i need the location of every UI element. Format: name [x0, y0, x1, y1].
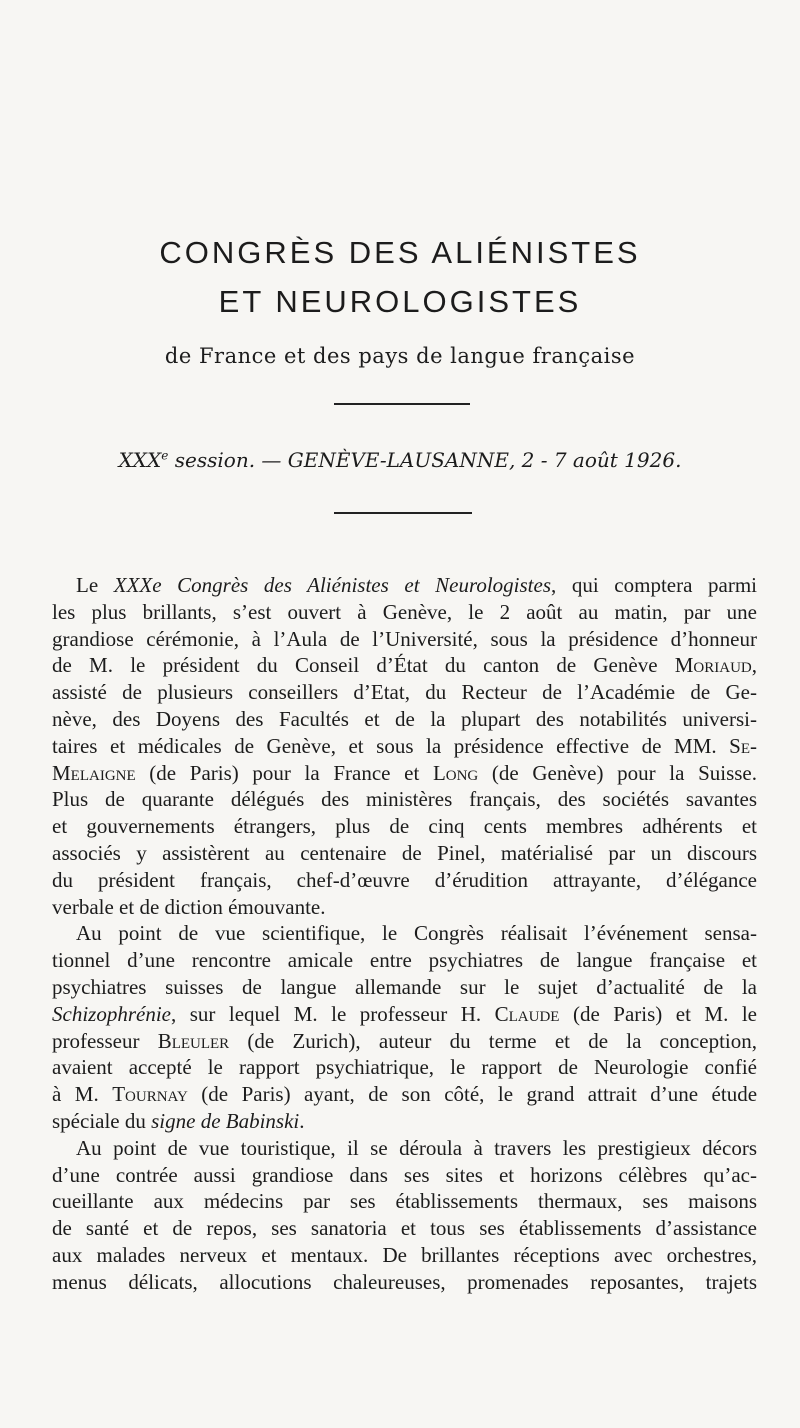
text-line: grandiose cérémonie, à l’Aula de l’Université, sous la présidence d’honneur	[52, 626, 757, 651]
text-line: Melaigne (de Paris) pour la France et Long (de Genève) pour la Suisse.	[52, 760, 758, 785]
text-line: de santé et de repos, ses sanatoria et tous ses établissements d’assistance	[52, 1216, 757, 1241]
text-line: aux malades nerveux et mentaux. De brillantes réceptions avec orchestres,	[52, 1242, 757, 1267]
paragraph-2	[52, 920, 757, 1134]
text-line: menus délicats, allocutions chaleureuses, promenades reposantes, trajets	[52, 1269, 757, 1294]
title-line-1: CONGRÈS DES ALIÉNISTES	[159, 235, 641, 270]
session-label: session. — GENÈVE-LAUSANNE, 2 - 7 août 1926.	[168, 448, 682, 472]
text-line: spéciale du signe de Babinski.	[52, 1108, 305, 1133]
subtitle: de France et des pays de langue française	[164, 344, 636, 368]
text-line: Au point de vue scientifique, le Congrès réalisait l’événement sensa-	[76, 921, 757, 946]
text-line: et gouvernements étrangers, plus de cinq cents membres adhérents et	[52, 814, 757, 839]
divider-bottom	[334, 512, 472, 514]
paragraph-3	[52, 1135, 757, 1296]
text-line: du président français, chef-d’œuvre d’érudition attrayante, d’élégance	[52, 867, 757, 892]
text-line: à M. Tournay (de Paris) ayant, de son côté, le grand attrait d’une étude	[52, 1082, 758, 1107]
text-line: les plus brillants, s’est ouvert à Genève, le 2 août au matin, par une	[52, 599, 757, 624]
session-number-suffix: e	[161, 448, 169, 463]
text-line: verbale et de diction émouvante.	[52, 894, 326, 919]
text-line: nève, des Doyens des Facultés et de la plupart des notabilités universi-	[52, 706, 757, 731]
paragraph-1	[52, 572, 757, 920]
text-line: taires et médicales de Genève, et sous la présidence effective de MM. Se-	[52, 733, 757, 758]
text-line: Au point de vue touristique, il se déroula à travers les prestigieux décors	[76, 1135, 757, 1160]
text-line: cueillante aux médecins par ses établissements thermaux, ses maisons	[52, 1189, 757, 1214]
text-line: d’une contrée aussi grandiose dans ses sites et horizons célèbres qu’ac-	[52, 1162, 757, 1187]
title-line-2: ET NEUROLOGISTES	[218, 284, 582, 319]
text-line: associés y assistèrent au centenaire de Pinel, matérialisé par un discours	[52, 840, 757, 865]
text-line: assisté de plusieurs conseillers d’Etat, du Recteur de l’Académie de Ge-	[52, 680, 757, 705]
session-line	[0, 448, 800, 472]
session-number: XXX	[118, 448, 162, 472]
divider-top	[334, 403, 470, 405]
text-line: Schizophrénie, sur lequel M. le professeur H. Claude (de Paris) et M. le	[52, 1001, 757, 1026]
text-line: Plus de quarante délégués des ministères français, des sociétés savantes	[52, 787, 757, 812]
text-line: Le XXXe Congrès des Aliénistes et Neurologistes, qui comptera parmi	[76, 573, 757, 597]
article-body	[52, 572, 757, 1296]
text-line: professeur Bleuler (de Zurich), auteur du terme et de la conception,	[52, 1028, 757, 1053]
text-line: psychiatres suisses de langue allemande sur le sujet d’actualité de la	[52, 974, 757, 999]
text-line: tionnel d’une rencontre amicale entre psychiatres de langue française et	[52, 948, 757, 973]
text-line: avaient accepté le rapport psychiatrique, le rapport de Neurologie confié	[52, 1055, 757, 1080]
text-line: de M. le président du Conseil d’État du canton de Genève Moriaud,	[52, 653, 757, 678]
